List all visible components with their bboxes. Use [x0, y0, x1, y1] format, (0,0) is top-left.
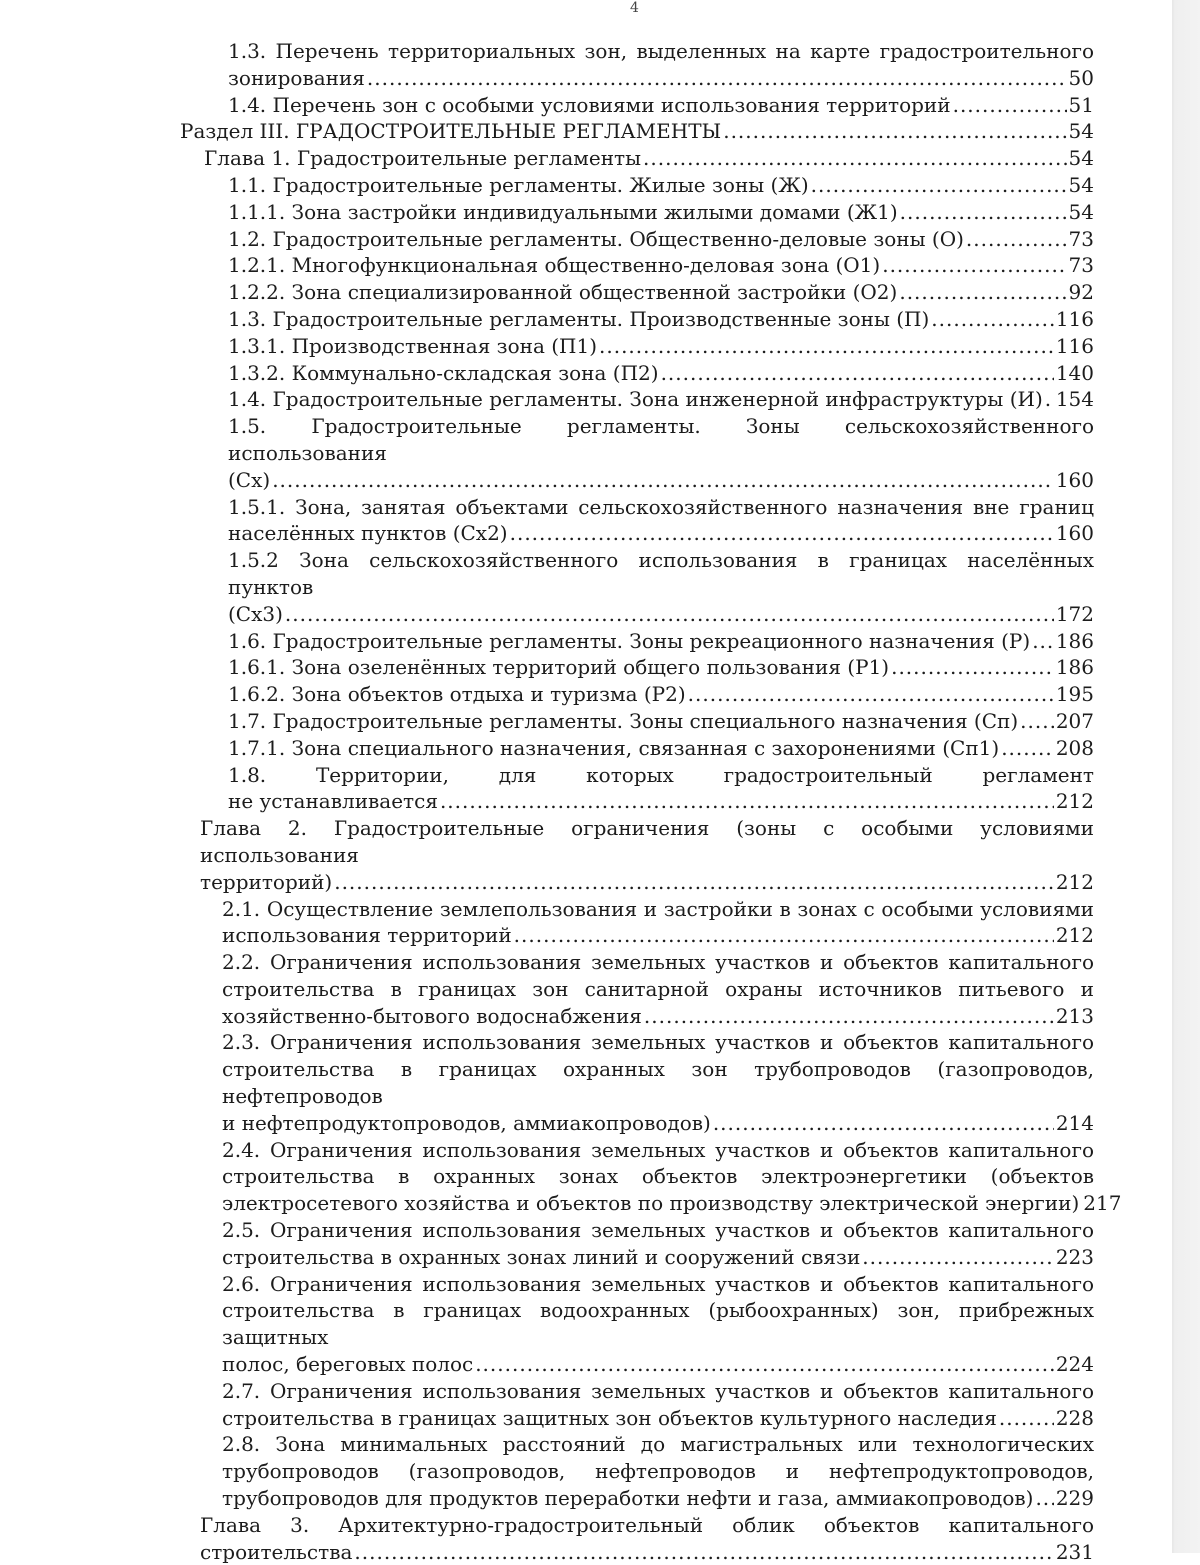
toc-entry-leader-line	[228, 520, 1094, 547]
toc-entry-title: строительства в границах защитных зон объектов культурного наследия	[222, 1405, 997, 1430]
toc-page-number: 224	[1055, 1352, 1094, 1377]
toc-entry	[228, 708, 1094, 735]
toc-entry-line: 2.6. Ограничения использования земельных участков и объектов капитального	[222, 1271, 1094, 1296]
toc-entry-leader-line	[228, 92, 1094, 119]
dot-leader	[475, 1351, 1054, 1378]
toc-page-number: 212	[1055, 923, 1094, 948]
toc-entry-title: 1.2.2. Зона специализированной общественной застройки (О2)	[228, 280, 898, 305]
toc-entry-title: 1.3. Градостроительные регламенты. Производственные зоны (П)	[228, 306, 930, 331]
dot-leader	[285, 601, 1054, 628]
toc-entry	[228, 628, 1094, 655]
toc-entry	[228, 762, 1094, 816]
toc-page-number: 172	[1055, 601, 1094, 626]
dot-leader	[882, 252, 1066, 279]
toc-page-number: 73	[1068, 253, 1094, 278]
toc-page-number: 116	[1055, 333, 1094, 358]
toc-entry-line: 2.8. Зона минимальных расстояний до магистральных или технологических	[222, 1432, 1094, 1457]
toc-page-number: 212	[1055, 789, 1094, 814]
toc-entry-title: 1.6. Градостроительные регламенты. Зоны рекреационного назначения (Р)	[228, 628, 1031, 653]
toc-entry-leader-line	[222, 1351, 1094, 1378]
toc-entry-leader-line	[228, 333, 1094, 360]
toc-entry	[222, 1029, 1094, 1136]
toc-entry-line: 1.5.2 Зона сельскохозяйственного использования в границах населённых пунктов	[228, 548, 1094, 599]
toc-entry-leader-line	[228, 252, 1094, 279]
dot-leader	[931, 306, 1054, 333]
toc-entry-title: 1.1. Градостроительные регламенты. Жилые зоны (Ж)	[228, 172, 809, 197]
toc-page-number: 160	[1055, 521, 1094, 546]
toc-entry-line: строительства в границах водоохранных (рыбоохранных) зон, прибрежных защитных	[222, 1298, 1094, 1350]
toc-page-number: 186	[1055, 628, 1094, 653]
toc-entry-leader-line	[228, 628, 1094, 655]
toc-entry-leader-line	[228, 467, 1094, 494]
dot-leader	[1032, 628, 1054, 655]
dot-leader	[1035, 1485, 1053, 1512]
toc-entry-leader-line	[228, 172, 1094, 199]
toc-page-number: 212	[1055, 869, 1094, 894]
toc-entry-line: трубопроводов (газопроводов, нефтепроводов и нефтепродуктопроводов,	[222, 1459, 1094, 1484]
dot-leader	[966, 226, 1067, 253]
toc-page-number: 223	[1055, 1244, 1094, 1269]
toc-page-number: 207	[1055, 708, 1094, 733]
toc-entry-leader-line	[228, 279, 1094, 306]
toc-entry-title: Глава 1. Градостроительные регламенты	[204, 146, 642, 171]
toc-entry	[228, 199, 1094, 226]
toc-page-number: 116	[1055, 306, 1094, 331]
toc-page-number: 51	[1068, 92, 1094, 117]
toc-entry-title: 1.7. Градостроительные регламенты. Зоны специального назначения (Сп)	[228, 708, 1019, 733]
toc-entry-line: строительства в границах зон санитарной охраны источников питьевого и	[222, 976, 1094, 1001]
dot-leader	[999, 1405, 1054, 1432]
dot-leader	[1020, 708, 1054, 735]
toc-entry-leader-line	[228, 360, 1094, 387]
dot-leader	[899, 279, 1066, 306]
toc-page-number: 213	[1055, 1003, 1094, 1028]
dot-leader	[514, 922, 1054, 949]
toc-entry	[228, 654, 1094, 681]
dot-leader	[1045, 386, 1054, 413]
toc-page-number: 229	[1055, 1486, 1094, 1511]
dot-leader	[891, 654, 1054, 681]
toc-entry-title: (Сх)	[228, 467, 271, 492]
toc-page-number: 228	[1055, 1405, 1094, 1430]
toc-entry-leader-line	[222, 1244, 1094, 1271]
dot-leader	[862, 1244, 1054, 1271]
toc-entry-leader-line	[222, 1110, 1094, 1137]
toc-entry-leader-line	[200, 869, 1094, 896]
toc-entry-leader-line	[222, 1190, 1122, 1217]
toc-entry-line: 1.8. Территории, для которых градостроительный регламент	[228, 762, 1094, 787]
toc-entry	[228, 413, 1094, 493]
toc-entry-title: 1.2. Градостроительные регламенты. Общественно-деловые зоны (О)	[228, 226, 964, 251]
toc-entry	[228, 333, 1094, 360]
toc-entry	[228, 226, 1094, 253]
toc-entry-title: хозяйственно-бытового водоснабжения	[222, 1003, 642, 1028]
toc-entry	[222, 1137, 1122, 1217]
page-number: 4	[630, 0, 639, 16]
toc-page-number: 92	[1068, 280, 1094, 305]
dot-leader	[599, 333, 1054, 360]
toc-entry-line: 1.5. Градостроительные регламенты. Зоны сельскохозяйственного использования	[228, 414, 1094, 465]
toc-entry-title: строительства	[200, 1539, 353, 1564]
toc-entry-leader-line	[222, 1485, 1094, 1512]
toc-entry-title: (Сх3)	[228, 601, 283, 626]
toc-entry-leader-line	[228, 681, 1094, 708]
toc-entry	[222, 949, 1094, 1029]
toc-entry	[228, 252, 1094, 279]
toc-entry	[228, 735, 1094, 762]
toc-entry-leader-line	[222, 922, 1094, 949]
toc-entry-leader-line	[228, 788, 1094, 815]
toc-entry-title: 1.6.2. Зона объектов отдыха и туризма (Р2)	[228, 682, 686, 707]
toc-page-number: 214	[1055, 1110, 1094, 1135]
dot-leader	[713, 1110, 1054, 1137]
toc-entry-leader-line	[228, 735, 1094, 762]
toc-entry	[222, 1431, 1094, 1511]
toc-page-number: 73	[1068, 226, 1094, 251]
toc-entry	[228, 172, 1094, 199]
toc-entry-leader-line	[204, 145, 1094, 172]
toc-entry	[222, 1271, 1094, 1378]
toc-page-number: 160	[1055, 467, 1094, 492]
toc-entry-line: Глава 2. Градостроительные ограничения (зоны с особыми условиями использования	[200, 816, 1094, 867]
dot-leader	[953, 92, 1067, 119]
toc-entry-title: строительства в охранных зонах линий и сооружений связи	[222, 1244, 861, 1269]
toc-entry-title: электросетевого хозяйства и объектов по производству электрической энергии)	[222, 1191, 1080, 1216]
toc-entry	[228, 494, 1094, 548]
toc-entry-line: строительства в границах охранных зон трубопроводов (газопроводов, нефтепроводов	[222, 1057, 1094, 1109]
toc-page-number: 54	[1068, 172, 1094, 197]
dot-leader	[354, 1539, 1053, 1565]
toc-entry-title: трубопроводов для продуктов переработки нефти и газа, аммиакопроводов)	[222, 1486, 1034, 1511]
toc-entry	[200, 1512, 1094, 1565]
toc-entry-leader-line	[228, 199, 1094, 226]
toc-entry-leader-line	[228, 65, 1094, 92]
toc-page-number: 50	[1068, 65, 1094, 90]
toc-entry	[222, 1217, 1094, 1271]
toc-entry-title: использования территорий	[222, 923, 512, 948]
toc-entry-line: 1.5.1. Зона, занятая объектами сельскохозяйственного назначения вне границ	[228, 494, 1094, 519]
toc-entry-leader-line	[228, 601, 1094, 628]
toc-entry-line: Глава 3. Архитектурно-градостроительный облик объектов капитального	[200, 1512, 1094, 1537]
toc-entry	[200, 815, 1094, 895]
toc-entry-title: Раздел III. ГРАДОСТРОИТЕЛЬНЫЕ РЕГЛАМЕНТЫ	[180, 119, 722, 144]
toc-page-number: 154	[1055, 387, 1094, 412]
dot-leader	[900, 199, 1067, 226]
toc-entry-line: 2.4. Ограничения использования земельных участков и объектов капитального	[222, 1137, 1094, 1162]
toc-entry-title: 1.2.1. Многофункциональная общественно-деловая зона (О1)	[228, 253, 881, 278]
dot-leader	[644, 1003, 1054, 1030]
toc-entry-leader-line	[228, 306, 1094, 333]
toc-entry-leader-line	[222, 1405, 1094, 1432]
table-of-contents	[0, 38, 1200, 1565]
dot-leader	[1001, 735, 1054, 762]
toc-entry	[228, 681, 1094, 708]
dot-leader	[510, 520, 1054, 547]
toc-page-number: 231	[1055, 1539, 1094, 1564]
toc-page-number: 54	[1068, 146, 1094, 171]
toc-entry	[180, 118, 1094, 145]
toc-entry-title: 1.6.1. Зона озеленённых территорий общего пользования (Р1)	[228, 655, 890, 680]
toc-entry-leader-line	[200, 1539, 1094, 1565]
toc-entry-title: 1.1.1. Зона застройки индивидуальными жилыми домами (Ж1)	[228, 199, 898, 224]
toc-entry-title: 1.4. Градостроительные регламенты. Зона инженерной инфраструктуры (И)	[228, 387, 1043, 412]
toc-entry	[204, 145, 1094, 172]
toc-entry-leader-line	[228, 386, 1094, 413]
toc-entry-title: не устанавливается	[228, 789, 438, 814]
toc-entry-line: 2.3. Ограничения использования земельных участков и объектов капитального	[222, 1030, 1094, 1055]
toc-entry	[228, 360, 1094, 387]
toc-entry-title: 1.3.1. Производственная зона (П1)	[228, 333, 597, 358]
toc-entry	[228, 306, 1094, 333]
toc-entry	[228, 38, 1094, 92]
toc-entry-leader-line	[228, 226, 1094, 253]
toc-entry	[228, 547, 1094, 627]
toc-entry-line: 2.1. Осуществление землепользования и застройки в зонах с особыми условиями	[222, 896, 1094, 921]
toc-entry-line: строительства в охранных зонах объектов электроэнергетики (объектов	[222, 1164, 1094, 1189]
toc-page-number: 217	[1083, 1191, 1122, 1216]
toc-entry-title: 1.7.1. Зона специального назначения, связанная с захоронениями (Сп1)	[228, 735, 1000, 760]
toc-page-number: 54	[1068, 199, 1094, 224]
toc-entry-leader-line	[228, 708, 1094, 735]
toc-entry-title: 1.4. Перечень зон с особыми условиями использования территорий	[228, 92, 951, 117]
toc-page-number: 140	[1055, 360, 1094, 385]
toc-page-number: 195	[1055, 682, 1094, 707]
toc-entry-line: 1.3. Перечень территориальных зон, выделенных на карте градостроительного	[228, 39, 1094, 63]
dot-leader	[643, 145, 1067, 172]
toc-entry	[228, 92, 1094, 119]
dot-leader	[334, 869, 1054, 896]
toc-entry-line: 2.2. Ограничения использования земельных участков и объектов капитального	[222, 950, 1094, 975]
toc-entry	[228, 279, 1094, 306]
toc-page-number: 208	[1055, 735, 1094, 760]
toc-page-number: 186	[1055, 655, 1094, 680]
dot-leader	[811, 172, 1067, 199]
toc-entry-title: населённых пунктов (Сх2)	[228, 521, 508, 546]
toc-entry	[228, 386, 1094, 413]
toc-entry	[222, 1378, 1094, 1432]
toc-entry-line: 2.7. Ограничения использования земельных участков и объектов капитального	[222, 1378, 1094, 1403]
dot-leader	[661, 360, 1054, 387]
toc-entry	[222, 896, 1094, 950]
toc-entry-leader-line	[228, 654, 1094, 681]
dot-leader	[272, 467, 1054, 494]
dot-leader	[367, 65, 1067, 92]
toc-entry-title: полос, береговых полос	[222, 1352, 474, 1377]
toc-page-number: 54	[1068, 119, 1094, 144]
toc-entry-title: зонирования	[228, 65, 365, 90]
toc-entry-line: 2.5. Ограничения использования земельных участков и объектов капитального	[222, 1218, 1094, 1243]
toc-entry-leader-line	[180, 118, 1094, 145]
toc-entry-title: территорий)	[200, 869, 333, 894]
dot-leader	[723, 118, 1066, 145]
dot-leader	[440, 788, 1054, 815]
toc-entry-leader-line	[222, 1003, 1094, 1030]
toc-entry-title: 1.3.2. Коммунально-складская зона (П2)	[228, 360, 659, 385]
dot-leader	[688, 681, 1054, 708]
toc-entry-title: и нефтепродуктопроводов, аммиакопроводов)	[222, 1110, 711, 1135]
